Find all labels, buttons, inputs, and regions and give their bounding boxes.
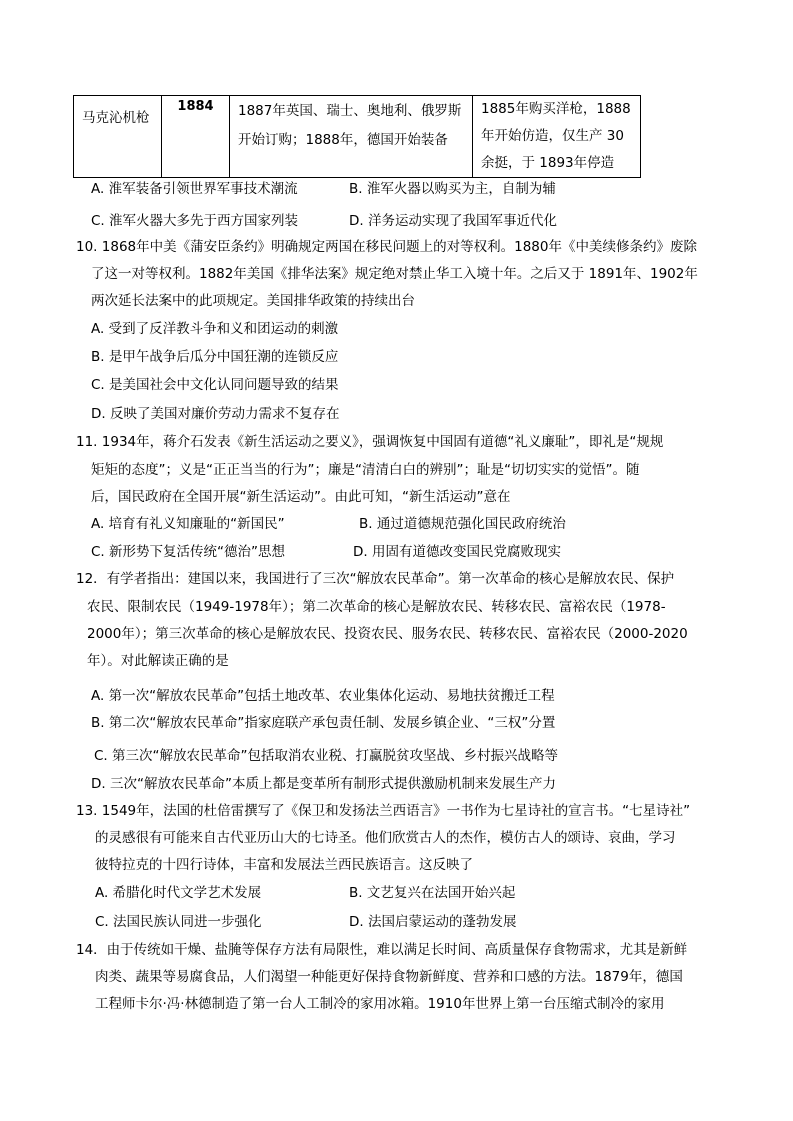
west-adoption-line-2: 开始订购；1888年，德国开始装备 [238,132,448,148]
q13-stem-line-2: 的灵感很有可能来自古代亚历山大的七诗圣。他们欣赏古人的杰作，模仿古人的颂诗、哀曲，学习 [95,830,676,846]
china-adoption-line-1: 1885年购买洋枪，1888 [481,101,631,117]
china-adoption-line-2: 年开始仿造，仅生产 30 [481,128,624,144]
q10-option-b: B. 是甲午战争后瓜分中国狂潮的连锁反应 [91,349,339,365]
table-cell-year [162,96,230,178]
table-cell-name [74,96,162,178]
invention-year: 1884 [177,99,214,114]
q12-option-c: C. 第三次“解放农民革命”包括取消农业税、打赢脱贫攻坚战、乡村振兴战略等 [94,748,558,764]
q11-stem-line-1: 11. 1934年，蒋介石发表《新生活运动之要义》，强调恢复中国固有道德“礼义廉耻”，即礼是“规规 [76,434,664,450]
q10-stem-line-2: 了这一对等权利。1882年美国《排华法案》规定绝对禁止华工入境十年。之后又于 1891年、1902年 [91,266,698,282]
q13-option-a: A. 希腊化时代文学艺术发展 [95,885,262,901]
q11-option-c: C. 新形势下复活传统“德治”思想 [91,544,285,560]
q10-stem-line-1: 10. 1868年中美《蒲安臣条约》明确规定两国在移民问题上的对等权利。1880年《中美续修条约》废除 [76,239,697,255]
q12-stem-line-4: 年）。对此解读正确的是 [87,653,229,669]
q12-option-d: D. 三次“解放农民革命”本质上都是变革所有制形式提供激励机制来发展生产力 [91,776,556,792]
table-row [74,96,641,178]
q13-stem-line-1: 13. 1549年，法国的杜倍雷撰写了《保卫和发扬法兰西语言》一书作为七星诗社的宣言书。“七星诗社” [76,803,691,819]
table-cell-west [230,96,473,178]
q9-option-b: B. 淮军火器以购买为主，自制为辅 [349,181,556,197]
q13-stem-line-3: 彼特拉克的十四行诗体，丰富和发展法兰西民族语言。这反映了 [95,857,473,873]
q9-option-d: D. 洋务运动实现了我国军事近代化 [349,213,557,229]
q12-stem-line-3: 2000年）；第三次革命的核心是解放农民、投资农民、服务农民、转移农民、富裕农民（2000-2020 [87,626,688,642]
q13-option-c: C. 法国民族认同进一步强化 [95,914,262,930]
q14-stem-line-2: 肉类、蔬果等易腐食品，人们渴望一种能更好保持食物新鲜度、营养和口感的方法。1879年，德国 [95,969,683,985]
china-adoption-line-3: 余挺，于 1893年停造 [481,155,615,171]
q12-stem-line-1: 12．有学者指出：建国以来，我国进行了三次“解放农民革命”。第一次革命的核心是解放农民、保护 [76,571,675,587]
weapon-table [73,95,641,178]
table-cell-china [473,96,641,178]
q10-option-a: A. 受到了反洋教斗争和义和团运动的刺激 [91,321,339,337]
q11-option-a: A. 培育有礼义知廉耻的“新国民” [91,516,285,532]
q10-option-d: D. 反映了美国对廉价劳动力需求不复存在 [91,406,340,422]
q10-stem-line-3: 两次延长法案中的此项规定。美国排华政策的持续出台 [91,293,415,309]
q11-stem-line-2: 矩矩的态度”；义是“正正当当的行为”；廉是“清清白白的辨别”；耻是“切切实实的觉悟”。随 [91,462,640,478]
q11-stem-line-3: 后，国民政府在全国开展“新生活运动”。由此可知，“新生活运动”意在 [91,489,511,505]
q14-stem-line-1: 14．由于传统如干燥、盐腌等保存方法有局限性，难以满足长时间、高质量保存食物需求，尤其是新鲜 [76,942,688,958]
q9-option-a: A. 淮军装备引领世界军事技术潮流 [91,181,298,197]
west-adoption-line-1: 1887年英国、瑞士、奥地利、俄罗斯 [238,103,462,119]
q11-option-d: D. 用固有道德改变国民党腐败现实 [353,544,561,560]
q9-option-c: C. 淮军火器大多先于西方国家列装 [91,213,299,229]
q12-option-a: A. 第一次“解放农民革命”包括土地改革、农业集体化运动、易地扶贫搬迁工程 [91,688,555,704]
q13-option-d: D. 法国启蒙运动的蓬勃发展 [349,914,517,930]
q13-option-b: B. 文艺复兴在法国开始兴起 [349,885,516,901]
q10-option-c: C. 是美国社会中文化认同问题导致的结果 [91,377,339,393]
q14-stem-line-3: 工程师卡尔·冯·林德制造了第一台人工制冷的家用冰箱。1910年世界上第一台压缩式制冷的家用 [95,996,665,1012]
q12-option-b: B. 第二次“解放农民革命”指家庭联产承包责任制、发展乡镇企业、“三权”分置 [91,715,556,731]
q12-stem-line-2: 农民、限制农民（1949-1978年）；第二次革命的核心是解放农民、转移农民、富裕农民（1978- [87,599,666,615]
q11-option-b: B. 通过道德规范强化国民政府统治 [359,516,566,532]
weapon-name: 马克沁机枪 [82,110,150,126]
